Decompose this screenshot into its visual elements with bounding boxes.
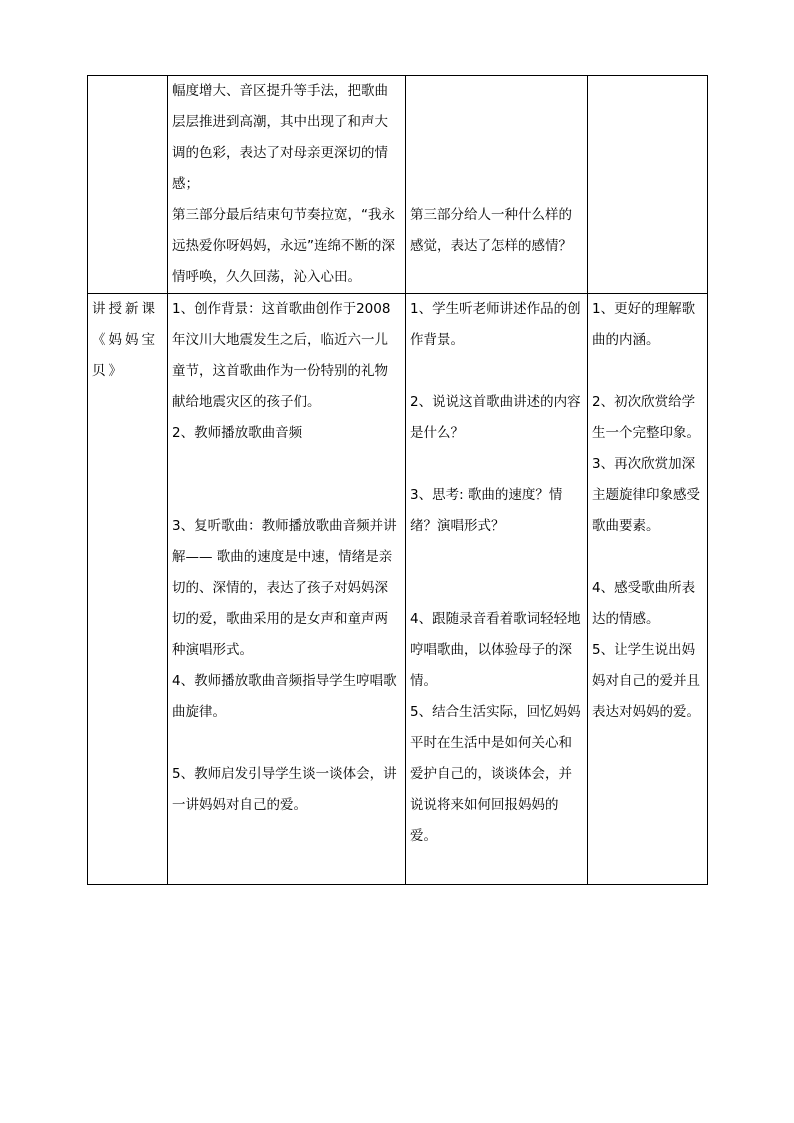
spacer (410, 449, 583, 480)
paragraph: 4、教师播放歌曲音频指导学生哼唱歌曲旋律。 (172, 673, 397, 720)
paragraph: 5、让学生说出妈妈对自己的爱并且表达对妈妈的爱。 (592, 642, 700, 720)
paragraph: 3、再次欣赏加深主题旋律印象感受歌曲要素。 (592, 456, 700, 534)
stage-cell (88, 76, 168, 294)
paragraph: 3、复听歌曲：教师播放歌曲音频并讲解—— 歌曲的速度是中速，情绪是亲切的、深情的，表达了孩子对妈妈深切的爱，歌曲采用的是女声和童声两种演唱形式。 (172, 518, 397, 658)
paragraph: 2、初次欣赏给学生一个完整印象。 (592, 394, 700, 441)
stage-cell (88, 294, 168, 885)
paragraph: 第三部分最后结束句节奏拉宽，“我永远热爱你呀妈妈，永远”连绵不断的深情呼唤，久久回荡，沁入心田。 (172, 207, 395, 285)
stage-title: 讲授新课《妈妈宝贝》 (92, 301, 158, 379)
spacer (592, 542, 703, 573)
paragraph: 2、说说这首歌曲讲述的内容是什么？ (410, 394, 581, 441)
spacer (410, 542, 583, 604)
lesson-plan-table (87, 75, 708, 885)
design-intent-cell (588, 76, 708, 294)
paragraph: 4、跟随录音看着歌词轻轻地哼唱歌曲，以体验母子的深情。 (410, 611, 581, 689)
teacher-activity-cell (168, 294, 406, 885)
teacher-activity-cell (168, 76, 406, 294)
paragraph: 1、创作背景：这首歌曲创作于2008年汶川大地震发生之后，临近六一儿童节，这首歌曲作为一份特别的礼物献给地震灾区的孩子们。 (172, 301, 391, 410)
paragraph: 幅度增大、音区提升等手法，把歌曲层层推进到高潮，其中出现了和声大调的色彩，表达了对母亲更深切的情感； (172, 83, 388, 192)
paragraph: 3、思考: 歌曲的速度？情绪？演唱形式？ (410, 487, 563, 534)
paragraph: 5、教师启发引导学生谈一谈体会，讲一讲妈妈对自己的爱。 (172, 766, 397, 813)
paragraph: 第三部分给人一种什么样的感觉，表达了怎样的感情？ (410, 207, 572, 254)
spacer (172, 449, 401, 511)
paragraph: 1、学生听老师讲述作品的创作背景。 (410, 301, 581, 348)
design-intent-cell (588, 294, 708, 885)
spacer (592, 356, 703, 387)
paragraph: 2、教师播放歌曲音频 (172, 425, 303, 441)
spacer (172, 728, 401, 759)
paragraph: 1、更好的理解歌曲的内涵。 (592, 301, 696, 348)
student-activity-cell (406, 76, 588, 294)
spacer (410, 76, 583, 200)
spacer (410, 356, 583, 387)
student-activity-cell (406, 294, 588, 885)
table-row (88, 294, 708, 885)
table-row (88, 76, 708, 294)
paragraph: 5、结合生活实际，回忆妈妈平时在生活中是如何关心和爱护自己的，谈谈体会，并说说将来如何回报妈妈的爱。 (410, 704, 581, 844)
paragraph: 4、感受歌曲所表达的情感。 (592, 580, 696, 627)
